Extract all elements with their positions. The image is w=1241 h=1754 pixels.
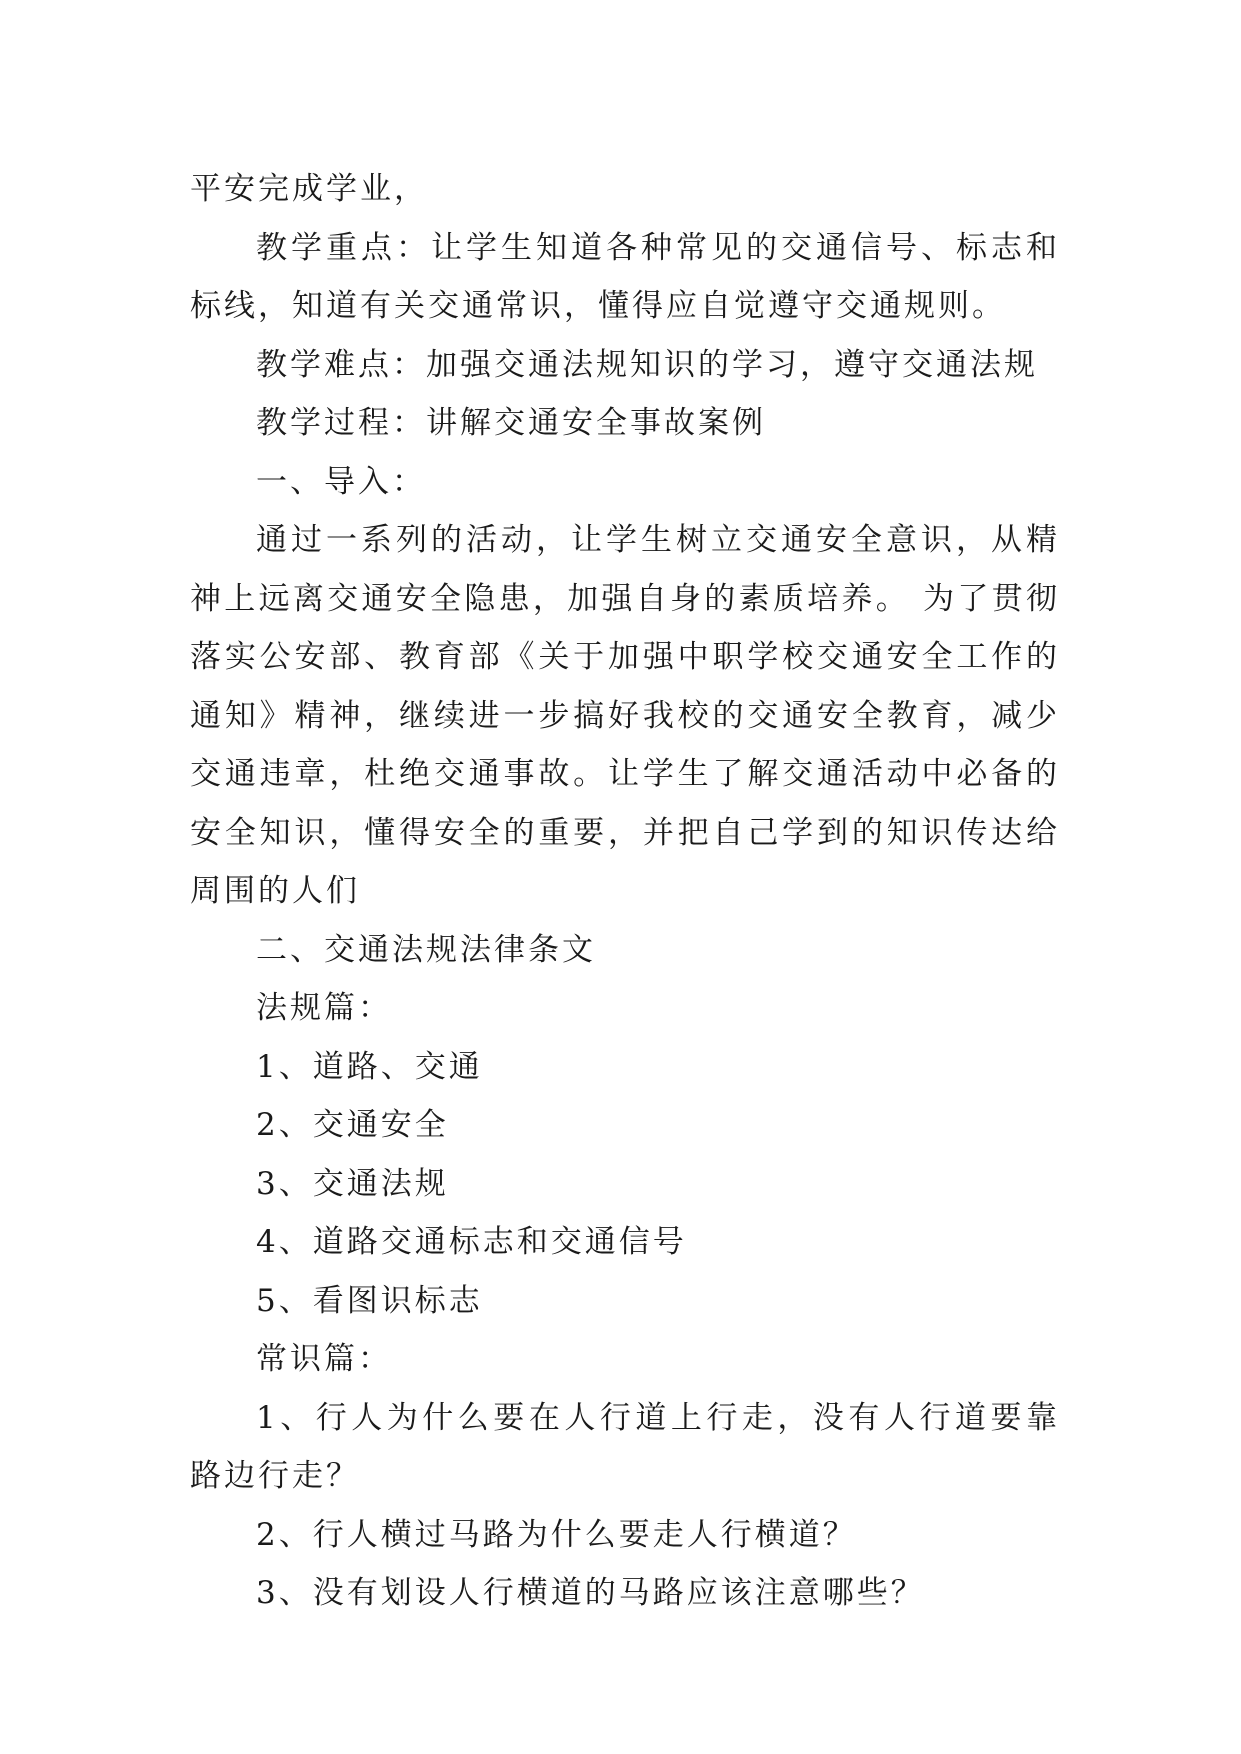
subheading-common-knowledge: 常识篇： (256, 1341, 392, 1377)
list-item: 1、行人为什么要在人行道上行走，没有人行道要靠路边行走？ (190, 1399, 1060, 1494)
list-item: 2、交通安全 (256, 1107, 449, 1143)
section-heading-traffic-laws: 二、交通法规法律条文 (256, 931, 596, 968)
subheading-regulations: 法规篇： (256, 990, 392, 1026)
paragraph-teaching-difficulty: 教学难点：加强交通法规知识的学习，遵守交通法规 (256, 346, 1038, 383)
list-item: 2、行人横过马路为什么要走人行横道？ (256, 1516, 857, 1553)
list-item: 3、没有划设人行横道的马路应该注意哪些？ (256, 1575, 925, 1611)
section-heading-introduction: 一、导入： (256, 463, 426, 500)
paragraph-teaching-focus: 教学重点：让学生知道各种常见的交通信号、标志和标线，知道有关交通常识，懂得应自觉遵守交通规则。 (190, 229, 1060, 324)
paragraph-introduction-body: 通过一系列的活动，让学生树立交通安全意识，从精神上远离交通安全隐患，加强自身的素质培养。 为了贯彻落实公安部、教育部《关于加强中职学校交通安全工作的通知》精神，继续进一步搞好我校的交通安全教育，减少交通违章，杜绝交通事故。让学生了解交通活动中必备的安全知识，懂得安全的重要，并把自己学到的知识传达给周围的人们 (190, 522, 1060, 909)
list-item: 4、道路交通标志和交通信号 (256, 1224, 687, 1260)
document-body (190, 160, 1060, 1623)
list-item: 5、看图识标志 (256, 1282, 483, 1319)
paragraph-continuation: 平安完成学业， (190, 171, 428, 207)
list-item: 1、道路、交通 (256, 1048, 483, 1085)
paragraph-teaching-process: 教学过程：讲解交通安全事故案例 (256, 405, 766, 441)
list-item: 3、交通法规 (256, 1165, 449, 1202)
